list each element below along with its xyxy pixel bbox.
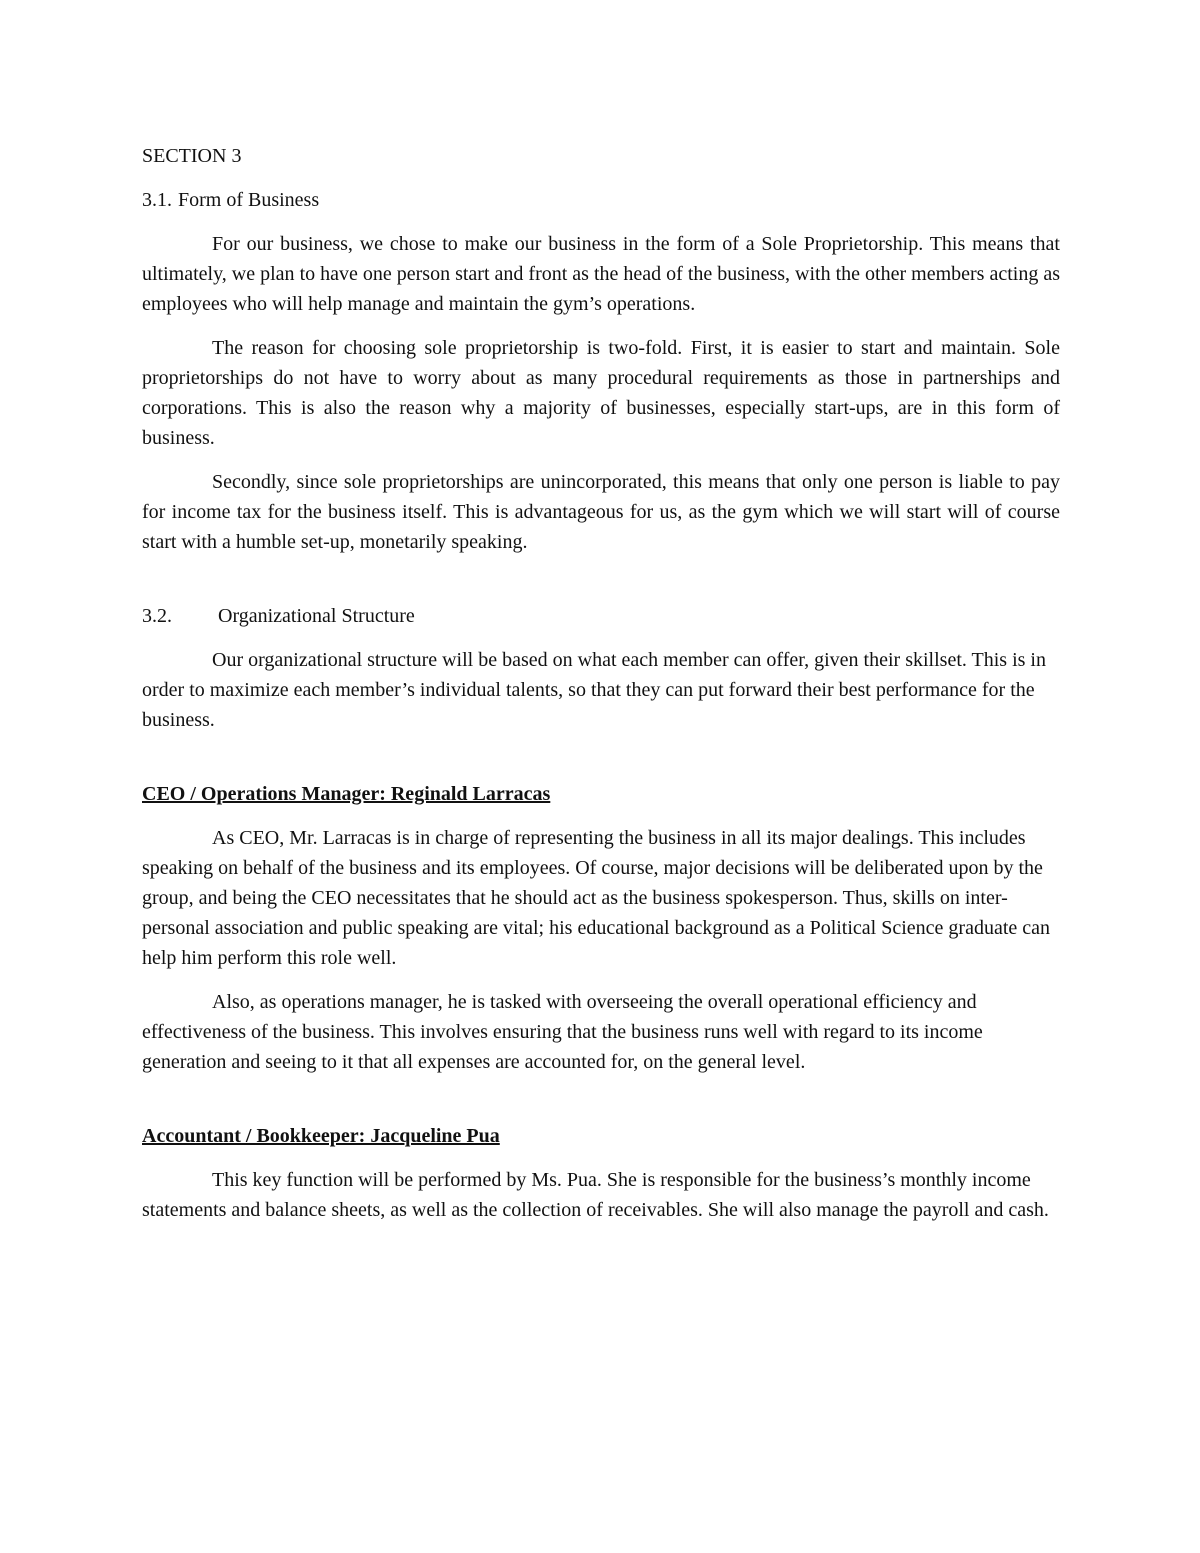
- section-title: SECTION 3: [142, 145, 242, 167]
- subsection-title: Form of Business: [178, 189, 320, 211]
- spacer: [142, 749, 1060, 779]
- spacer: [142, 571, 1060, 601]
- role-heading-ceo: CEO / Operations Manager: Reginald Larracas: [142, 783, 551, 805]
- document-body: [142, 141, 1060, 1239]
- subsection-title: Organizational Structure: [218, 605, 415, 627]
- spacer: [142, 1091, 1060, 1121]
- subsection-heading-organizational-structure: [142, 601, 1060, 631]
- paragraph: Secondly, since sole proprietorships are unincorporated, this means that only one person is liable to pay for income tax for the business itself. This is advantageous for us, as the gym which we will start will of course start with a humble set-up, monetarily speaking.: [142, 471, 1060, 553]
- subsection-number: 3.2.: [142, 605, 172, 627]
- subsection-number: 3.1.: [142, 189, 172, 211]
- paragraph: For our business, we chose to make our business in the form of a Sole Proprietorship. This means that ultimately, we plan to have one person start and front as the head of the business, with the other members acting as employees who will help manage and maintain the gym’s operations.: [142, 233, 1060, 315]
- paragraph: Our organizational structure will be based on what each member can offer, given their skillset. This is in order to maximize each member’s individual talents, so that they can put forward their best performance for the business.: [142, 649, 1046, 731]
- subsection-heading-form-of-business: [142, 185, 1060, 215]
- paragraph: The reason for choosing sole proprietorship is two-fold. First, it is easier to start and maintain. Sole proprietorships do not have to worry about as many procedural requirements as those in partnerships and corporations. This is also the reason why a majority of businesses, especially start-ups, are in this form of business.: [142, 337, 1060, 449]
- role-heading-accountant: Accountant / Bookkeeper: Jacqueline Pua: [142, 1125, 500, 1147]
- paragraph: As CEO, Mr. Larracas is in charge of representing the business in all its major dealings. This includes speaking on behalf of the business and its employees. Of course, major decisions will be deliberated upon by the group, and being the CEO necessitates that he should act as the business spokesperson. Thus, skills on inter-personal association and public speaking are vital; his educational background as a Political Science graduate can help him perform this role well.: [142, 827, 1051, 969]
- paragraph: Also, as operations manager, he is tasked with overseeing the overall operational efficiency and effectiveness of the business. This involves ensuring that the business runs well with regard to its income generation and seeing to it that all expenses are accounted for, on the general level.: [142, 991, 983, 1073]
- paragraph: This key function will be performed by Ms. Pua. She is responsible for the business’s monthly income statements and balance sheets, as well as the collection of receivables. She will also manage the payroll and cash.: [142, 1169, 1049, 1221]
